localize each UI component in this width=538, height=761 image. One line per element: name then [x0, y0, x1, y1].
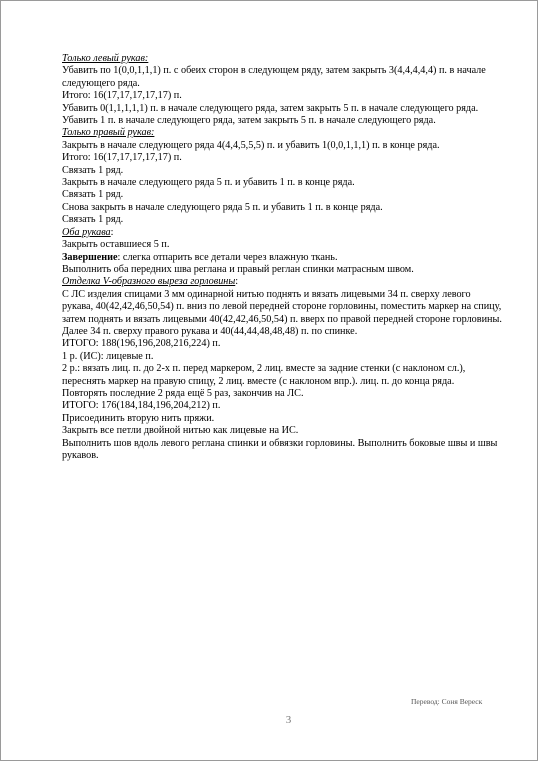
paragraph: ИТОГО: 176(184,184,196,204,212) п. — [62, 400, 221, 412]
section-heading-text: Только правый рукав: — [62, 127, 155, 139]
paragraph: Повторять последние 2 ряда ещё 5 раз, закончив на ЛС. — [62, 387, 304, 399]
paragraph: Снова закрыть в начале следующего ряда 5 п. и убавить 1 п. в конце ряда. — [62, 201, 383, 213]
document-body — [62, 53, 502, 462]
paragraph: Выполнить оба передних шва реглана и правый реглан спинки матрасным швом. — [62, 263, 414, 275]
section-heading — [62, 53, 502, 65]
section-heading — [62, 127, 502, 139]
paragraph: Связать 1 ряд. — [62, 214, 124, 226]
paragraph: 2 р.: вязать лиц. п. до 2-х п. перед маркером, 2 лиц. вместе за задние стенки (с наклоном сл.), переснять маркер на правую спицу, 2 лиц. вместе (с наклоном впр.). лиц. п. до конца ряда. — [62, 363, 466, 387]
section-heading — [62, 227, 502, 239]
section-heading-text: Отделка V-образного выреза горловины — [62, 276, 236, 288]
paragraph: Итого: 16(17,17,17,17,17) п. — [62, 90, 182, 102]
translator-credit: Перевод: Соня Вереск — [411, 697, 483, 706]
paragraph: ИТОГО: 188(196,196,208,216,224) п. — [62, 338, 221, 350]
paragraph-text: : слегка отпарить все детали через влажную ткань. — [117, 251, 338, 263]
paragraph: Убавить 1 п. в начале следующего ряда, затем закрыть 5 п. в начале следующего ряда. — [62, 115, 436, 127]
paragraph: Убавить по 1(0,0,1,1,1) п. с обеих сторон в следующем ряду, затем закрыть 3(4,4,4,4,4) п. в начале следующего ряда. — [62, 65, 486, 89]
paragraph: Закрыть оставшиеся 5 п. — [62, 239, 170, 251]
paragraph — [62, 252, 502, 264]
paragraph: Связать 1 ряд. — [62, 189, 124, 201]
paragraph: Связать 1 ряд. — [62, 164, 124, 176]
paragraph: Итого: 16(17,17,17,17,17) п. — [62, 152, 182, 164]
paragraph: Закрыть все петли двойной нитью как лицевые на ИС. — [62, 425, 299, 437]
section-heading-suffix: : — [235, 276, 239, 288]
paragraph-lead: Завершение — [62, 251, 118, 263]
paragraph: Выполнить шов вдоль левого реглана спинки и обвязки горловины. Выполнить боковые швы и швы рукавов. — [62, 437, 498, 461]
paragraph: Закрыть в начале следующего ряда 5 п. и убавить 1 п. в конце ряда. — [62, 177, 355, 189]
paragraph: Закрыть в начале следующего ряда 4(4,4,5,5,5) п. и убавить 1(0,0,1,1,1) п. в конце ряда. — [62, 139, 440, 151]
page-number: 3 — [285, 714, 292, 726]
section-heading-suffix: : — [110, 226, 114, 238]
paragraph: Убавить 0(1,1,1,1,1) п. в начале следующего ряда, затем закрыть 5 п. в начале следующего ряда. — [62, 102, 479, 114]
section-heading — [62, 276, 502, 288]
section-heading-text: Оба рукава — [62, 226, 111, 238]
paragraph: Присоединить вторую нить пряжи. — [62, 412, 215, 424]
paragraph: 1 р. (ИС): лицевые п. — [62, 350, 154, 362]
section-heading-text: Только левый рукав: — [62, 53, 149, 64]
paragraph: С ЛС изделия спицами 3 мм одинарной нитью поднять и вязать лицевыми 34 п. сверху левого рукава, 40(42,42,46,50,54) п. вниз по левой передней стороне горловины, поместить маркер на спицу, затем поднять и вязать лицевыми 40(42,42,46,50,54) п. вверх по правой передней стороне горловины. Далее 34 п. сверху правого рукава и 40(44,44,48,48,48) п. по спинке. — [62, 288, 502, 337]
